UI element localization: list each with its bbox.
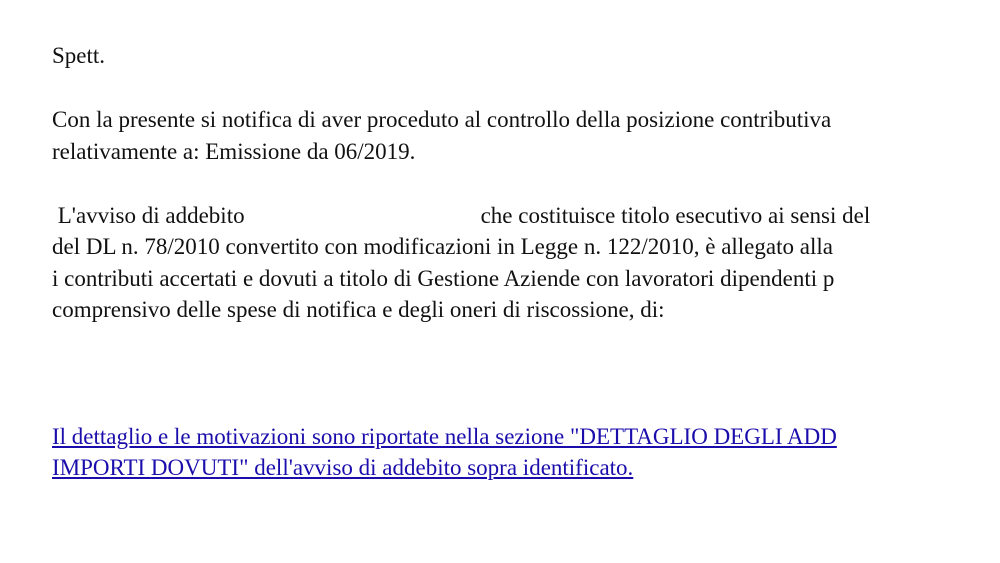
- salutation: Spett.: [52, 43, 106, 68]
- detail-link-line-2[interactable]: IMPORTI DOVUTI" dell'avviso di addebito sopra identificato.: [52, 455, 634, 480]
- paragraph-2-line-3: i contributi accertati e dovuti a titolo di Gestione Aziende con lavoratori dipendenti p: [52, 266, 835, 291]
- paragraph-2-line-2: del DL n. 78/2010 convertito con modificazioni in Legge n. 122/2010, è allegato alla: [52, 234, 833, 259]
- avviso-label: L'avviso di addebito: [52, 203, 245, 228]
- paragraph-2-line-1: [52, 203, 870, 229]
- paragraph-2-line-4: comprensivo delle spese di notifica e degli oneri di riscossione, di:: [52, 297, 665, 322]
- detail-link-line-1[interactable]: Il dettaglio e le motivazioni sono riportate nella sezione "DETTAGLIO DEGLI ADD: [52, 424, 837, 449]
- avviso-continuation: che costituisce titolo esecutivo ai sensi del: [480, 203, 871, 228]
- paragraph-1-line-1: Con la presente si notifica di aver proceduto al controllo della posizione contributiva: [52, 107, 832, 132]
- paragraph-1-line-2: relativamente a: Emissione da 06/2019.: [52, 139, 416, 164]
